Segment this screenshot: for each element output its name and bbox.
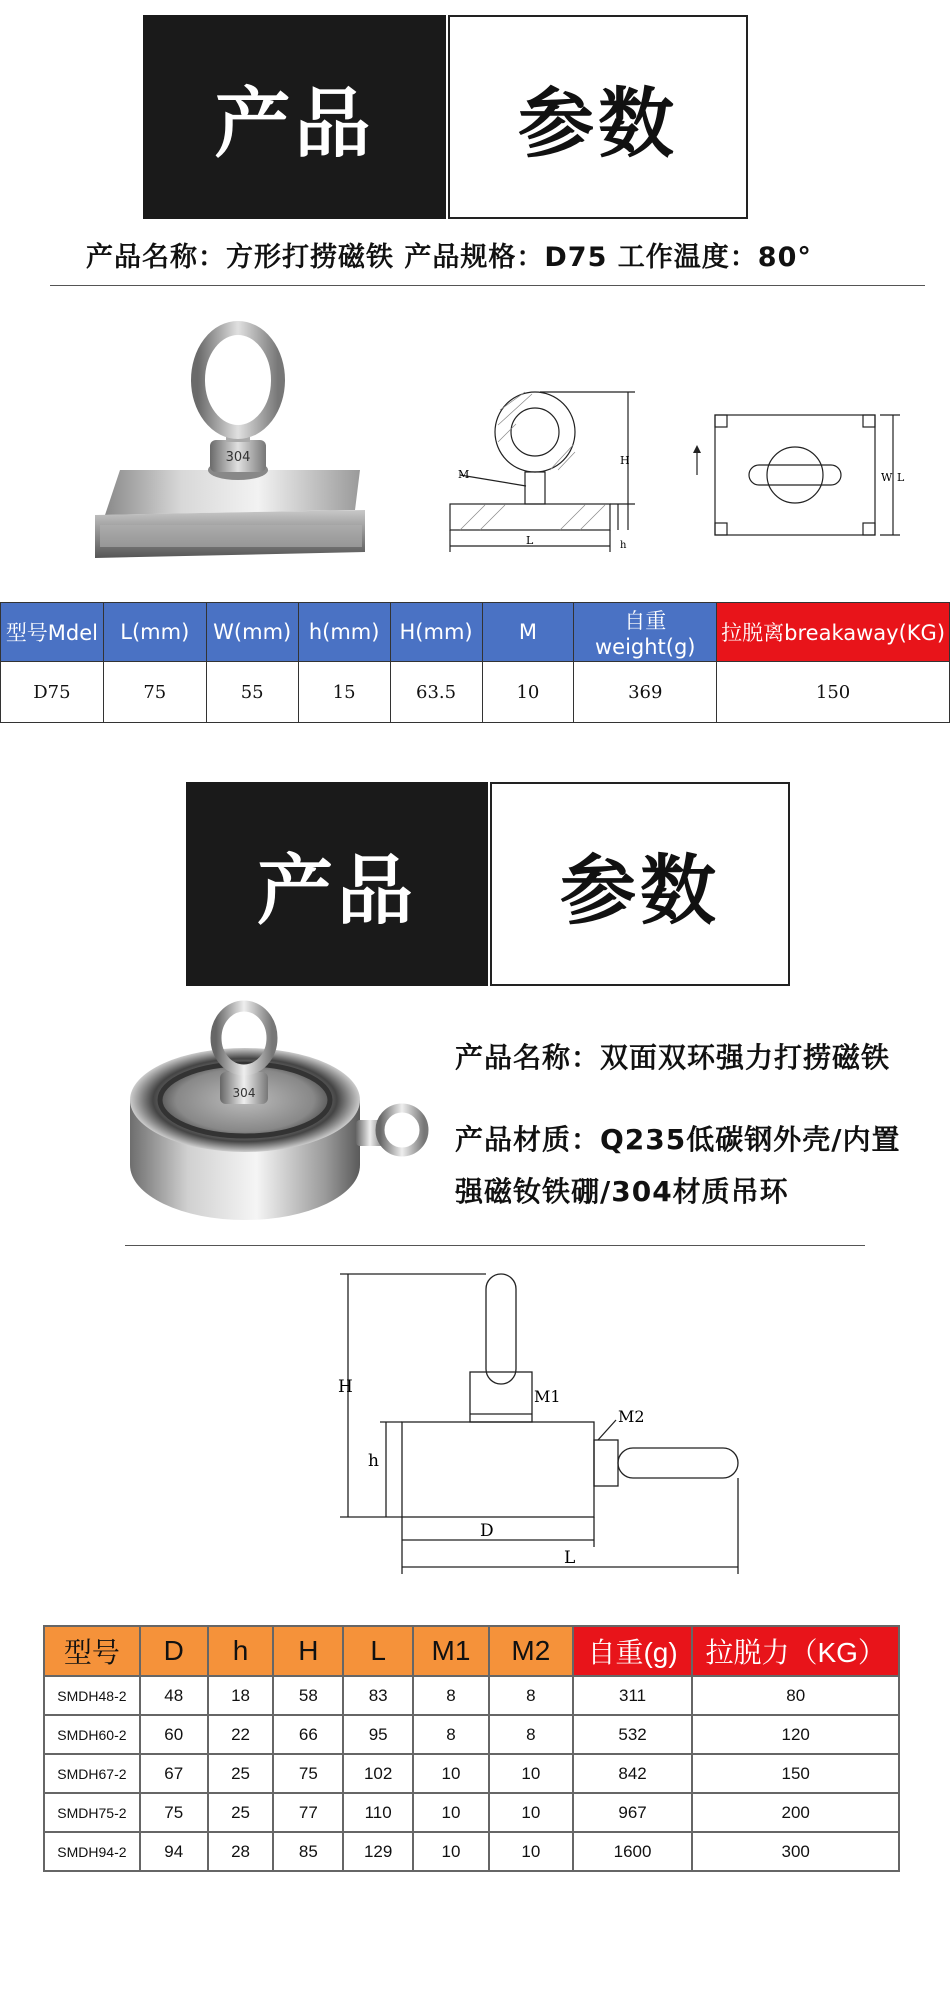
table-header: 自重weight(g) — [574, 603, 717, 662]
table-cell: 48 — [140, 1676, 208, 1715]
table-cell: 129 — [343, 1832, 413, 1871]
spec-table-1 — [0, 602, 950, 723]
table-cell: 77 — [273, 1793, 343, 1832]
label-L2: L — [897, 471, 905, 484]
header-right-text: 参数 — [518, 78, 678, 168]
table-cell: 1600 — [573, 1832, 693, 1871]
table-row — [44, 1793, 899, 1832]
table-header: 自重(g) — [573, 1626, 693, 1676]
table-cell: SMDH94-2 — [44, 1832, 140, 1871]
table-cell: 15 — [298, 662, 390, 723]
divider — [125, 1245, 865, 1246]
round-magnet-drawing — [320, 1262, 740, 1582]
table-header: h(mm) — [298, 603, 390, 662]
badge-304: 304 — [225, 450, 251, 465]
table-header: H(mm) — [390, 603, 482, 662]
table-cell: 369 — [574, 662, 717, 723]
table-cell: 102 — [343, 1754, 413, 1793]
label-L: L — [526, 534, 534, 547]
table-cell: 28 — [208, 1832, 274, 1871]
table-row — [44, 1715, 899, 1754]
table-cell: 80 — [692, 1676, 899, 1715]
table-cell: 967 — [573, 1793, 693, 1832]
table-cell: 200 — [692, 1793, 899, 1832]
product-name: 产品名称：双面双环强力打捞磁铁 — [455, 1041, 891, 1074]
table-cell: 67 — [140, 1754, 208, 1793]
table-header: D — [140, 1626, 208, 1676]
table-cell: 150 — [692, 1754, 899, 1793]
table-cell: 300 — [692, 1832, 899, 1871]
header-left-text: 产品 — [214, 78, 375, 168]
table-cell: 75 — [273, 1754, 343, 1793]
square-magnet-image — [90, 320, 400, 570]
product-material-line1: 产品材质：Q235低碳钢外壳/内置 — [455, 1123, 901, 1156]
table-row — [1, 662, 950, 723]
table-cell: 66 — [273, 1715, 343, 1754]
table-cell: 55 — [206, 662, 298, 723]
table-cell: 10 — [489, 1754, 573, 1793]
label-M1: M1 — [534, 1387, 561, 1406]
table-cell: 842 — [573, 1754, 693, 1793]
table-cell: 83 — [343, 1676, 413, 1715]
label-h: h — [368, 1451, 379, 1471]
section1-header-left — [143, 15, 446, 219]
table-cell: 10 — [482, 662, 574, 723]
header-left-text: 产品 — [257, 845, 417, 935]
table-cell: 60 — [140, 1715, 208, 1754]
table-cell: 10 — [489, 1832, 573, 1871]
table-row — [44, 1676, 899, 1715]
table-cell: 10 — [413, 1754, 489, 1793]
table-cell: SMDH67-2 — [44, 1754, 140, 1793]
table-header: M — [482, 603, 574, 662]
table-cell: 25 — [208, 1754, 274, 1793]
product-material-line2: 强磁钕铁硼/304材质吊环 — [455, 1175, 789, 1208]
table-cell: 18 — [208, 1676, 274, 1715]
section2-header-left — [186, 782, 488, 986]
table-cell: 8 — [489, 1676, 573, 1715]
table-header: L(mm) — [103, 603, 206, 662]
table-cell: 75 — [103, 662, 206, 723]
table-header: 拉脱离breakaway(KG) — [717, 603, 950, 662]
table-cell: 8 — [413, 1715, 489, 1754]
table-cell: SMDH60-2 — [44, 1715, 140, 1754]
round-magnet-image — [120, 1000, 430, 1240]
table-cell: 63.5 — [390, 662, 482, 723]
label-H: H — [338, 1377, 353, 1397]
table-cell: 25 — [208, 1793, 274, 1832]
table-cell: 8 — [413, 1676, 489, 1715]
label-H: H — [620, 454, 630, 467]
spec-line: 产品名称：方形打捞磁铁 产品规格：D75 工作温度：80° — [86, 242, 812, 273]
table-cell: 311 — [573, 1676, 693, 1715]
table-cell: 110 — [343, 1793, 413, 1832]
table-header-row — [44, 1626, 899, 1676]
spec-table-2 — [43, 1625, 900, 1872]
table-cell: 95 — [343, 1715, 413, 1754]
divider — [50, 285, 925, 286]
label-M2: M2 — [618, 1407, 645, 1426]
table-cell: 10 — [489, 1793, 573, 1832]
table-cell: D75 — [1, 662, 104, 723]
section2-header-right — [490, 782, 790, 986]
table-header: 拉脱力（KG） — [692, 1626, 899, 1676]
table-cell: 75 — [140, 1793, 208, 1832]
section1-header-right — [448, 15, 748, 219]
table-cell: 10 — [413, 1832, 489, 1871]
label-D: D — [480, 1521, 494, 1541]
table-cell: 10 — [413, 1793, 489, 1832]
table-cell: 85 — [273, 1832, 343, 1871]
table-row — [44, 1832, 899, 1871]
table-header-row — [1, 603, 950, 662]
table-header: 型号 — [44, 1626, 140, 1676]
table-header: L — [343, 1626, 413, 1676]
header-right-text: 参数 — [560, 845, 720, 935]
table-header: W(mm) — [206, 603, 298, 662]
table-cell: 22 — [208, 1715, 274, 1754]
table-cell: 150 — [717, 662, 950, 723]
table-row — [44, 1754, 899, 1793]
table-cell: 58 — [273, 1676, 343, 1715]
table-header: h — [208, 1626, 274, 1676]
table-header: M2 — [489, 1626, 573, 1676]
table-header: M1 — [413, 1626, 489, 1676]
table-cell: 94 — [140, 1832, 208, 1871]
table-cell: SMDH75-2 — [44, 1793, 140, 1832]
label-M: M — [458, 468, 470, 481]
badge-304: 304 — [232, 1086, 256, 1100]
label-L: L — [564, 1548, 576, 1568]
table-header: H — [273, 1626, 343, 1676]
table-header: 型号Mdel — [1, 603, 104, 662]
side-view-drawing — [440, 380, 640, 560]
table-cell: SMDH48-2 — [44, 1676, 140, 1715]
label-W: W — [881, 471, 893, 484]
table-cell: 8 — [489, 1715, 573, 1754]
table-cell: 120 — [692, 1715, 899, 1754]
top-view-drawing — [685, 405, 915, 555]
label-h: h — [620, 540, 627, 551]
table-cell: 532 — [573, 1715, 693, 1754]
